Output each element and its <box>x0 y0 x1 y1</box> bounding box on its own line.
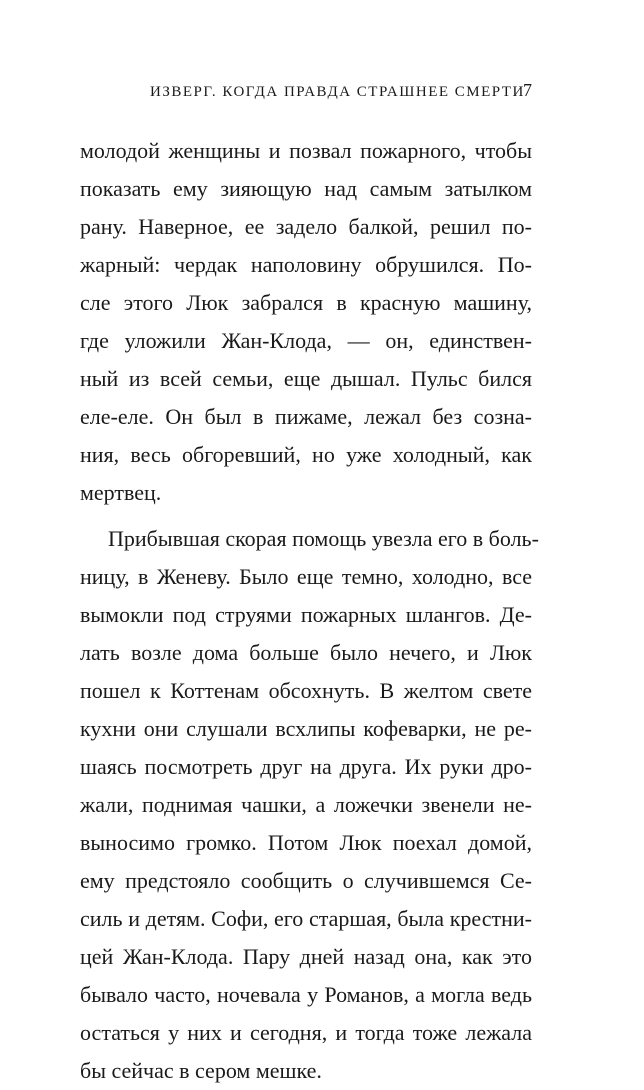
text-line: кухни они слушали всхлипы кофеварки, не ре- <box>80 716 532 741</box>
text-line: ный из всей семьи, еще дышал. Пульс бился <box>80 366 532 391</box>
text-line: ния, весь обгоревший, но уже холодный, как <box>80 442 532 467</box>
running-title: ИЗВЕРГ. КОГДА ПРАВДА СТРАШНЕЕ СМЕРТИ <box>150 84 525 100</box>
text-line: ницу, в Женеву. Было еще темно, холодно, все <box>80 564 532 589</box>
body-text <box>80 132 539 1090</box>
text-line: рану. Наверное, ее задело балкой, решил по- <box>80 214 532 239</box>
text-line: выносимо громко. Потом Люк поехал домой, <box>80 830 532 855</box>
paragraph-gap <box>80 512 532 520</box>
text-line: шаясь посмотреть друг на друга. Их руки дро- <box>80 754 532 779</box>
text-line: жарный: чердак наполовину обрушился. По- <box>80 252 532 277</box>
paragraph <box>80 132 532 512</box>
text-line: жали, поднимая чашки, а ложечки звенели не- <box>80 792 532 817</box>
text-line: где уложили Жан-Клода, — он, единствен- <box>80 328 532 353</box>
text-line: лать возле дома больше было нечего, и Люк <box>80 640 532 665</box>
text-line: пошел к Коттенам обсохнуть. В желтом свете <box>80 678 532 703</box>
text-line: бы сейчас в сером мешке. <box>80 1058 322 1083</box>
text-line: ему предстояло сообщить о случившемся Се- <box>80 868 532 893</box>
text-line: цей Жан-Клода. Пару дней назад она, как это <box>80 944 532 969</box>
text-line: силь и детям. Софи, его старшая, была крестни- <box>80 906 532 931</box>
text-line: мертвец. <box>80 480 162 505</box>
text-line: бывало часто, ночевала у Романов, а могла ведь <box>80 982 532 1007</box>
text-line: остаться у них и сегодня, и тогда тоже лежала <box>80 1020 532 1045</box>
text-line: молодой женщины и позвал пожарного, чтобы <box>80 138 532 163</box>
text-line: Прибывшая скорая помощь увезла его в боль- <box>108 526 539 551</box>
text-line: показать ему зияющую над самым затылком <box>80 176 532 201</box>
text-line: вымокли под струями пожарных шлангов. Де- <box>80 602 532 627</box>
text-line: еле-еле. Он был в пижаме, лежал без созна- <box>80 404 532 429</box>
page-number: 7 <box>523 80 532 100</box>
paragraph <box>80 520 539 1090</box>
text-line: сле этого Люк забрался в красную машину, <box>80 290 532 315</box>
